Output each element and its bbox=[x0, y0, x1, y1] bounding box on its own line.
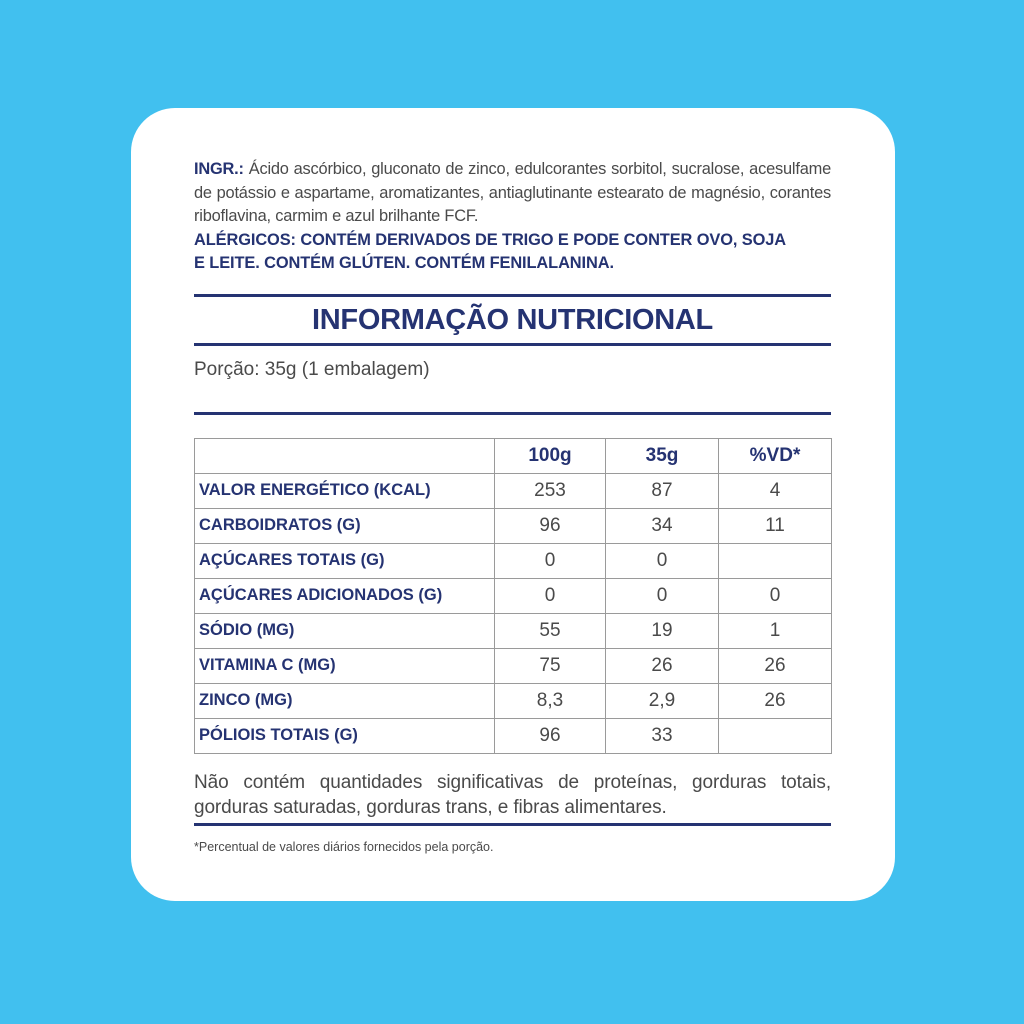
nutrition-label-card bbox=[131, 108, 895, 901]
header-100g: 100g bbox=[495, 438, 606, 473]
allergens-line-2: E LEITE. CONTÉM GLÚTEN. CONTÉM FENILALANINA. bbox=[194, 254, 614, 272]
table-row bbox=[195, 508, 832, 543]
table-row bbox=[195, 718, 832, 753]
value-100g: 75 bbox=[495, 648, 606, 683]
value-35g: 0 bbox=[606, 543, 719, 578]
nutrient-label: VITAMINA C (MG) bbox=[195, 648, 495, 683]
value-35g: 19 bbox=[606, 613, 719, 648]
divider-portion bbox=[194, 412, 831, 415]
value-vd: 26 bbox=[719, 683, 832, 718]
ingredients-text bbox=[194, 158, 831, 229]
table-row bbox=[195, 473, 832, 508]
header-nutrient bbox=[195, 438, 495, 473]
label-content bbox=[194, 158, 831, 854]
table-row bbox=[195, 683, 832, 718]
value-vd: 1 bbox=[719, 613, 832, 648]
value-vd: 26 bbox=[719, 648, 832, 683]
value-100g: 0 bbox=[495, 578, 606, 613]
value-100g: 0 bbox=[495, 543, 606, 578]
table-row bbox=[195, 578, 832, 613]
value-35g: 33 bbox=[606, 718, 719, 753]
nutrient-label: PÓLIOIS TOTAIS (G) bbox=[195, 718, 495, 753]
value-35g: 26 bbox=[606, 648, 719, 683]
nutrition-title: INFORMAÇÃO NUTRICIONAL bbox=[312, 303, 713, 336]
value-100g: 55 bbox=[495, 613, 606, 648]
value-vd bbox=[719, 718, 832, 753]
portion-text: Porção: 35g (1 embalagem) bbox=[194, 358, 430, 380]
nutrition-note: Não contém quantidades significativas de proteínas, gorduras totais, gorduras saturadas, gorduras trans, e fibras alimentares. bbox=[194, 771, 831, 818]
nutrient-label: AÇÚCARES TOTAIS (G) bbox=[195, 543, 495, 578]
value-35g: 87 bbox=[606, 473, 719, 508]
divider-title bbox=[194, 343, 831, 346]
value-100g: 253 bbox=[495, 473, 606, 508]
table-row bbox=[195, 648, 832, 683]
footnote: *Percentual de valores diários fornecidos pela porção. bbox=[194, 839, 494, 854]
ingredients-list: Ácido ascórbico, gluconato de zinco, edulcorantes sorbitol, sucralose, acesulfame de potássio e aspartame, aromatizantes, antiaglutinante estearato de magnésio, corantes riboflavina, carmim e azul brilhante FCF. bbox=[194, 160, 831, 225]
value-100g: 96 bbox=[495, 718, 606, 753]
nutrient-label: SÓDIO (MG) bbox=[195, 613, 495, 648]
table-row bbox=[195, 543, 832, 578]
value-vd: 4 bbox=[719, 473, 832, 508]
nutrition-table bbox=[194, 438, 832, 754]
header-vd: %VD* bbox=[719, 438, 832, 473]
value-vd: 0 bbox=[719, 578, 832, 613]
value-vd: 11 bbox=[719, 508, 832, 543]
value-35g: 0 bbox=[606, 578, 719, 613]
nutrient-label: VALOR ENERGÉTICO (KCAL) bbox=[195, 473, 495, 508]
nutrient-label: ZINCO (MG) bbox=[195, 683, 495, 718]
value-35g: 34 bbox=[606, 508, 719, 543]
value-vd bbox=[719, 543, 832, 578]
value-35g: 2,9 bbox=[606, 683, 719, 718]
table-row bbox=[195, 613, 832, 648]
nutrient-label: AÇÚCARES ADICIONADOS (G) bbox=[195, 578, 495, 613]
nutrient-label: CARBOIDRATOS (G) bbox=[195, 508, 495, 543]
allergens-warning bbox=[194, 229, 831, 276]
value-100g: 96 bbox=[495, 508, 606, 543]
divider-bottom bbox=[194, 823, 831, 826]
allergens-line-1: ALÉRGICOS: CONTÉM DERIVADOS DE TRIGO E PODE CONTER OVO, SOJA bbox=[194, 230, 787, 249]
table-header-row bbox=[195, 438, 832, 473]
value-100g: 8,3 bbox=[495, 683, 606, 718]
ingredients-label: INGR.: bbox=[194, 160, 244, 178]
header-35g: 35g bbox=[606, 438, 719, 473]
